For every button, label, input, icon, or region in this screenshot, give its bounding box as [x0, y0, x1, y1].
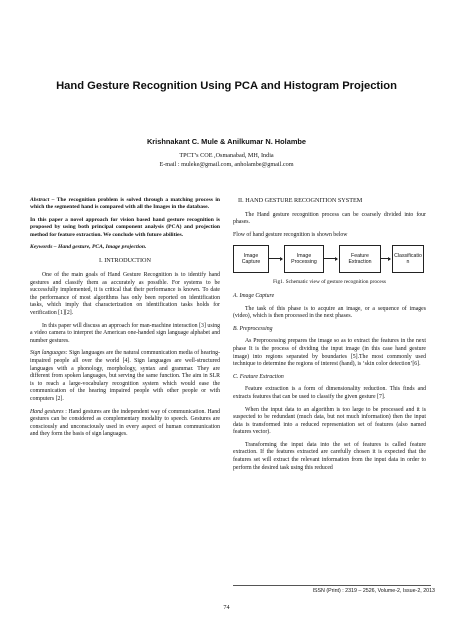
system-paragraph-2: Flow of hand gesture recognition is shown below — [233, 231, 348, 238]
hand-gestures-text: : Hand gestures are the independent way of communication. Hand gestures can be considered as complementary modality to speech. Gestures are consciously and unconsciously used in every aspect of human communication and they form the basis of sign languages. — [30, 408, 220, 438]
flow-box-image-capture: Image Capture — [233, 245, 269, 273]
abstract-text-2: In this paper a novel approach for vision based hand gesture recognition is proposed by using both principal component analysis (PCA) and projection method for feature extraction. We conclude with future abilities. — [30, 216, 220, 238]
flow-arrow-2 — [323, 258, 337, 259]
hand-gestures-paragraph — [30, 409, 220, 439]
figure-caption: Fig1. Schematic view of gesture recognition process — [272, 279, 387, 286]
subsection-heading-image-capture: A. Image Capture — [233, 292, 275, 299]
abstract-label: Abstract — [30, 197, 50, 203]
feature-extraction-paragraph-2: When the input data to an algorithm is too large to be processed and it is suspected to be redundant (much data, but not much information) then the input data is transformed into a reduced representation set of features (also named features vector). — [233, 406, 426, 436]
affiliation-block — [20, 152, 433, 169]
intro-paragraph-2: In this paper will discuss an approach for man-machine interaction [3] using a video camera to interpret the American one-handed sign language alphabet and number gestures. — [30, 322, 220, 344]
flow-box-image-processing: Image Processing — [284, 245, 324, 273]
section-heading-system: II. HAND GESTURE RECOGNITION SYSTEM — [238, 197, 363, 204]
footer-issn: ISSN (Print) : 2319 – 2526, Volume-2, Issue-2, 2013 — [312, 588, 435, 594]
affiliation: TPCT’s COE ,Osmanabad, MH, India — [179, 152, 274, 159]
system-paragraph-1: The Hand gesture recognition process can be coarsely divided into four phases. — [233, 211, 426, 226]
hand-gestures-label: Hand gestures — [30, 408, 64, 415]
author-emails: E-mail : muleke@gmail.com, anholambe@gmail.com — [159, 160, 294, 168]
abstract — [30, 197, 220, 212]
flow-diagram — [233, 245, 426, 275]
flow-box-classification: Classification — [392, 245, 424, 273]
sign-languages-text: Sign languages are the natural communication media of hearing-impaired people all over the world [4]. Sign languages are well-structured languages with a phonology, morphology, syntax and grammar. They are different from spoken languages, but serving the same function. The aim in SLR is to reach a large-vocabulary recognition system which would ease the communication of the hearing impaired people with other people or with computers [2]. — [30, 350, 220, 402]
left-column — [30, 197, 220, 444]
image-capture-text: The task of this phase is to acquire an image, or a sequence of images (video), which is then processed in the next phases. — [233, 305, 426, 320]
section-heading-introduction: I. INTRODUCTION — [99, 257, 151, 265]
page-number: 74 — [223, 604, 230, 611]
preprocessing-text: As Preprocessing prepares the image so as to extract the features in the next phase It is the process of dividing the input image (in this case hand gesture image) into regions separated by boundaries [5].The most commonly used technique to determine the regions of interest (hand), is ‘skin color detection’[6]. — [233, 338, 426, 368]
paper-title: Hand Gesture Recognition Using PCA and Histogram Projection — [56, 80, 397, 92]
keywords-label: Keywords — [30, 244, 53, 251]
feature-extraction-paragraph-3: Transforming the input data into the set of features is called feature extraction. If the features extracted are carefully chosen it is expected that the features set will extract the relevant information from the input data in order to perform the desired task using this reduced — [233, 441, 426, 471]
flow-arrow-1 — [268, 258, 282, 259]
intro-paragraph-1: One of the main goals of Hand Gesture Recognition is to identify hand gestures and classify them as accurately as possible. For systems to be successfully implemented, it is critical that their performance is known. To date the performance of most algorithms has only been reported on identification tasks, which imply that characterization on identification tasks holds for verification [1][2]. — [30, 272, 220, 316]
footer-divider — [233, 585, 431, 586]
abstract-text: – The recognition problem is solved through a matching process in which the segmented hand is compared with all the Images in the database. — [30, 197, 220, 211]
flow-box-feature-extraction: Feature Extraction — [339, 245, 381, 273]
keywords-text: – Hand gesture, PCA, Image projection. — [52, 244, 147, 251]
author-names: Krishnakant C. Mule & Anilkumar N. Holambe — [146, 137, 307, 146]
right-column — [233, 197, 426, 477]
subsection-heading-preprocessing: B. Preprocessing — [233, 325, 273, 332]
flow-arrow-3 — [380, 258, 390, 259]
sign-languages-label: Sign languages: — [30, 350, 68, 357]
keywords — [30, 244, 220, 251]
feature-extraction-text: Feature extraction is a form of dimensionality reduction. This finds and extracts features that can be used to classify the given gesture [7]. — [233, 386, 426, 400]
subsection-heading-feature-extraction: C. Feature Extraction — [233, 373, 284, 380]
sign-languages-paragraph — [30, 350, 220, 403]
